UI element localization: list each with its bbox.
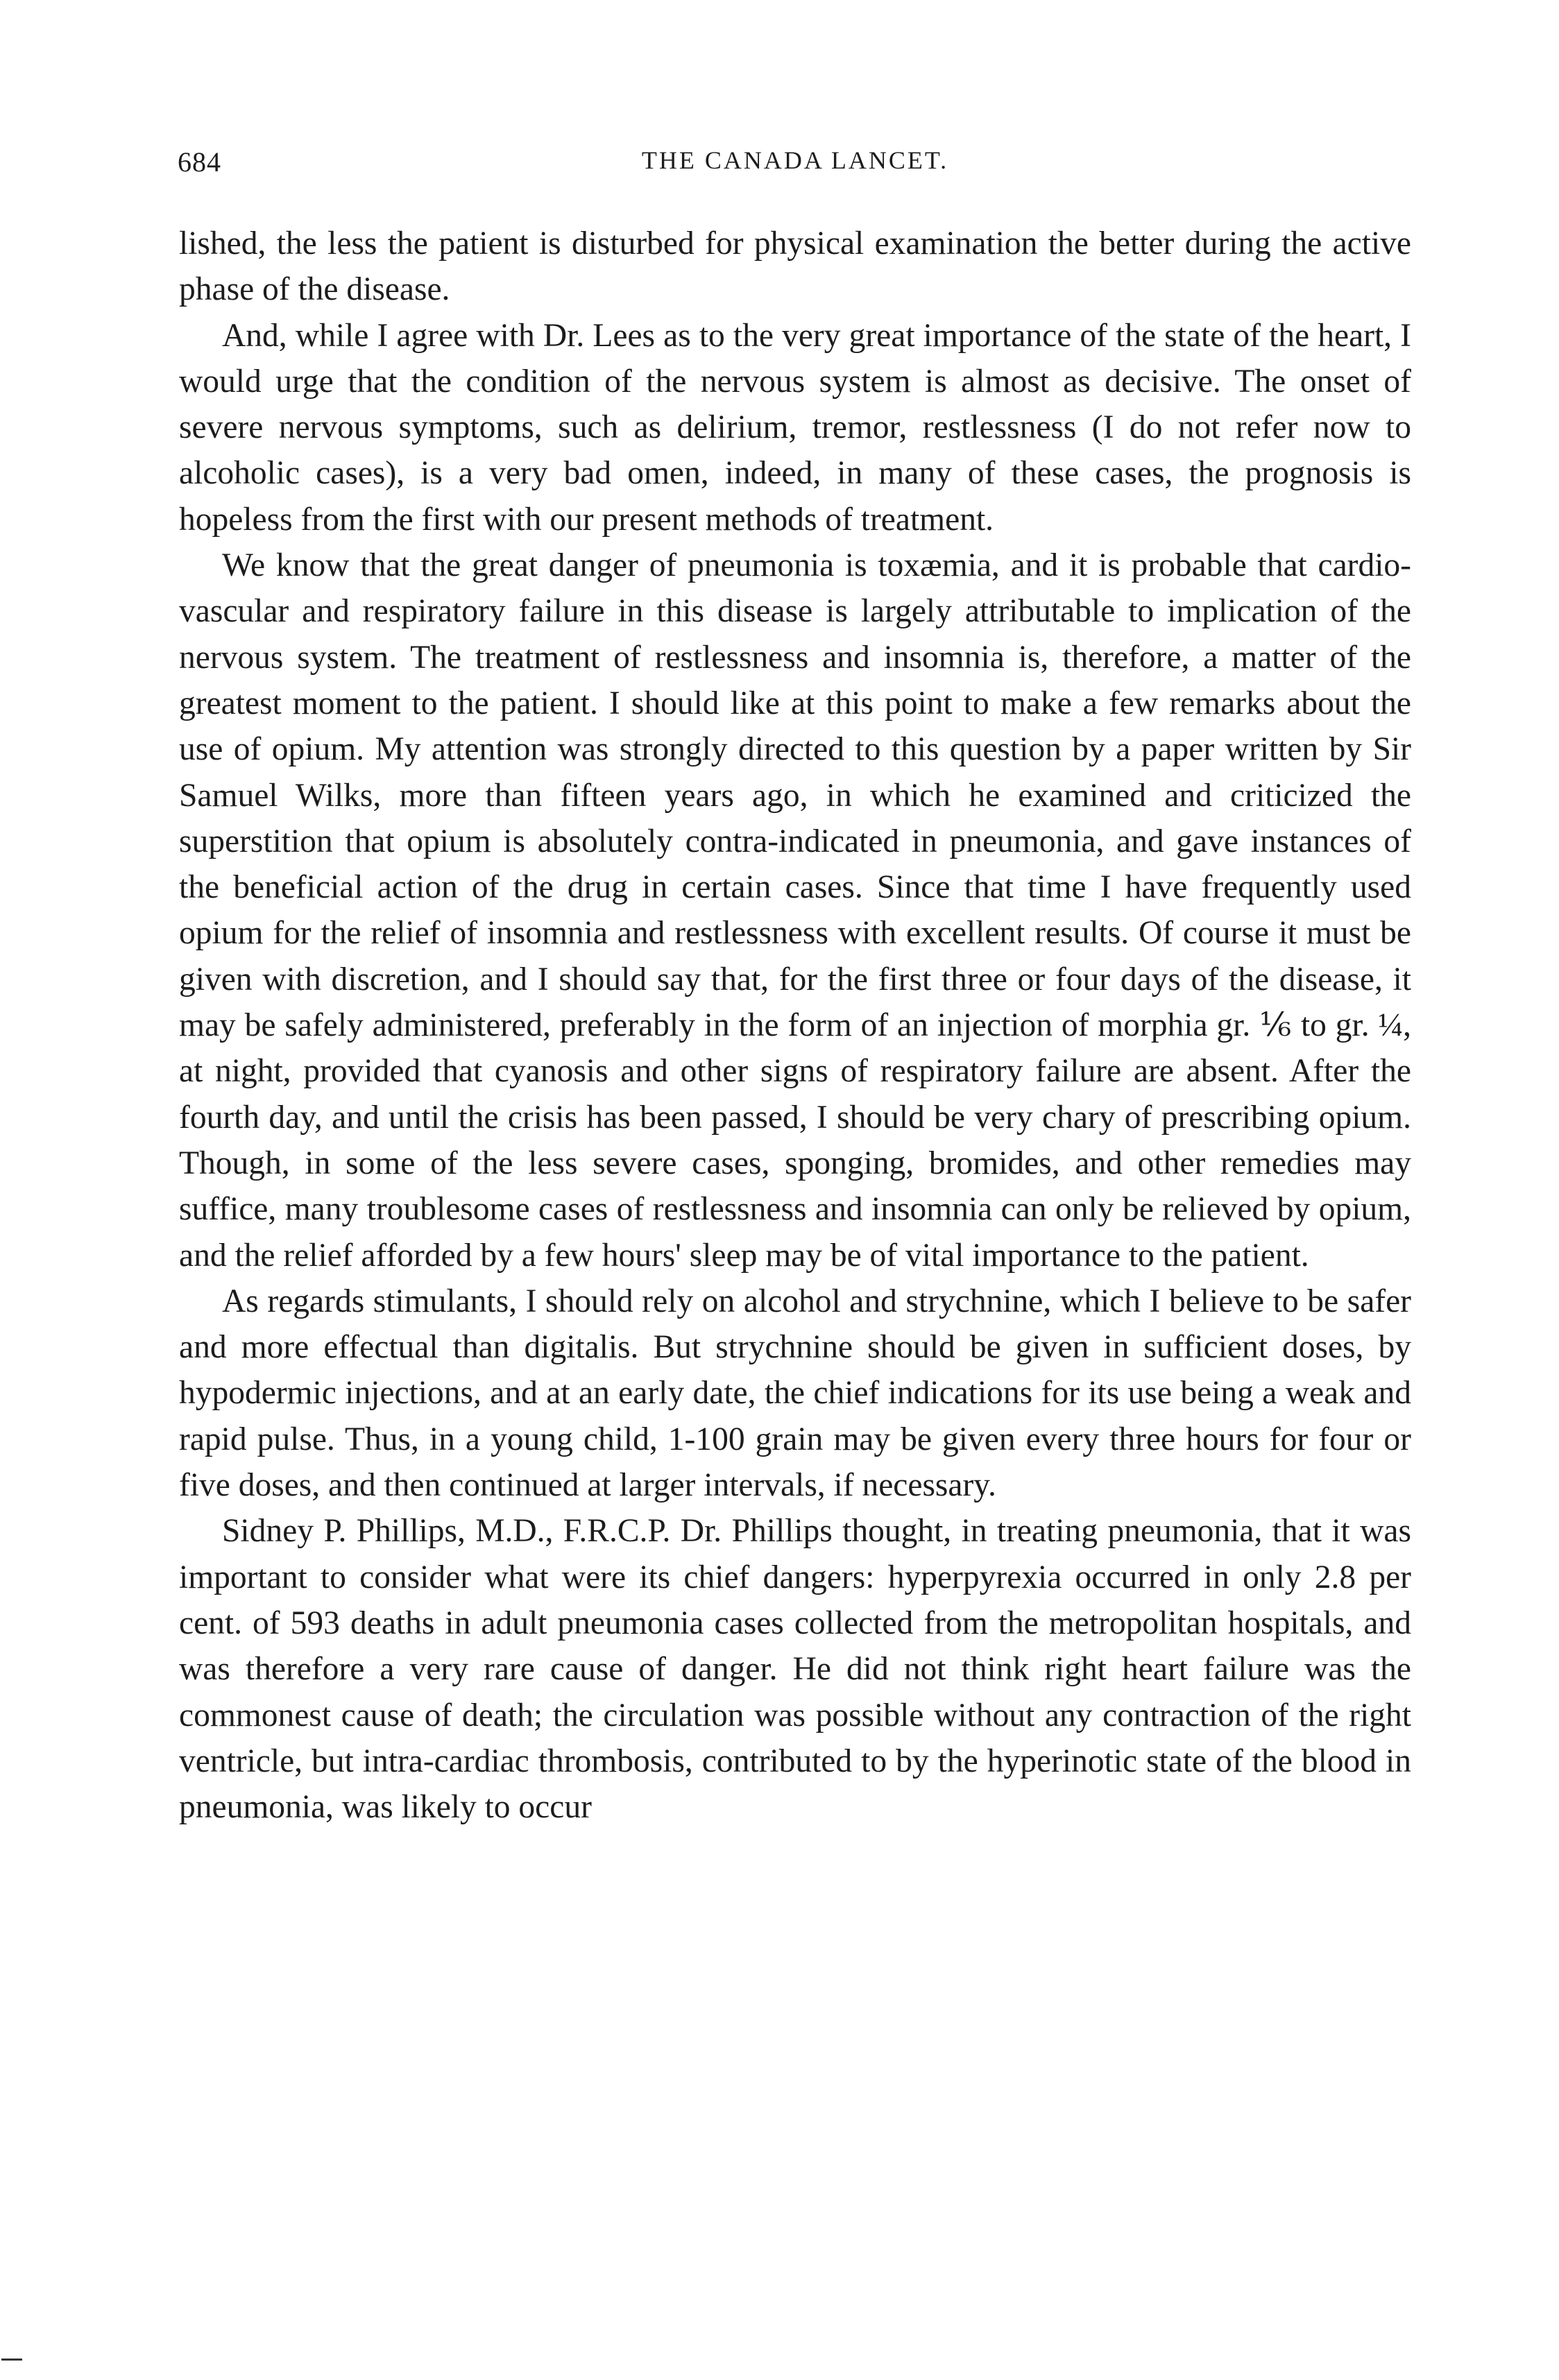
body-text [179, 221, 1411, 1830]
running-title: THE CANADA LANCET. [641, 146, 949, 174]
paragraph-1: lished, the less the patient is disturbed for physical examination the better during the active phase of the disease. [179, 225, 1411, 308]
paragraph-4: As regards stimulants, I should rely on alcohol and strychnine, which I believe to be safer and more effectual than digitalis. But strychnine should be given in sufficient doses, by hypodermic injections, and at an early date, the chief indications for its use being a weak and rapid pulse. Thus, in a young child, 1-100 grain may be given every three hours for four or five doses, and then continued at larger intervals, if necessary. [179, 1283, 1411, 1504]
page-number: 684 [178, 146, 221, 178]
paragraph-2: And, while I agree with Dr. Lees as to the very great importance of the state of the heart, I would urge that the condition of the nervous system is almost as decisive. The onset of severe nervous symptoms, such as delirium, tremor, restlessness (I do not refer now to alcoholic cases), is a very bad omen, indeed, in many of these cases, the prognosis is hopeless from the first with our present methods of treatment. [179, 317, 1411, 538]
paragraph-5: Sidney P. Phillips, M.D., F.R.C.P. Dr. Phillips thought, in treating pneumonia, that it was important to consider what were its chief dangers: hyperpyrexia occurred in only 2.8 per cent. of 593 deaths in adult pneumonia cases collected from the metropolitan hospitals, and was therefore a very rare cause of danger. He did not think right heart failure was the commonest cause of death; the circulation was possible without any contraction of the right ventricle, but intra-cardiac thrombosis, contributed to by the hyperinotic state of the blood in pneumonia, was likely to occur [179, 1513, 1411, 1826]
page-header [178, 146, 1413, 187]
paragraph-3: We know that the great danger of pneumonia is toxæmia, and it is probable that cardio-vascular and respiratory failure in this disease is largely attributable to implication of the nervous system. The treatment of restlessness and insomnia is, therefore, a matter of the greatest moment to the patient. I should like at this point to make a few remarks about the use of opium. My attention was strongly directed to this question by a paper written by Sir Samuel Wilks, more than fifteen years ago, in which he examined and criticized the superstition that opium is absolutely contra-indicated in pneumonia, and gave instances of the beneficial action of the drug in certain cases. Since that time I have frequently used opium for the relief of insomnia and restlessness with excellent results. Of course it must be given with discretion, and I should say that, for the first three or four days of the disease, it may be safely administered, preferably in the form of an injection of morphia gr. ⅙ to gr. ¼, at night, provided that cyanosis and other signs of respiratory failure are absent. After the fourth day, and until the crisis has been passed, I should be very chary of prescribing opium. Though, in some of the less severe cases, sponging, bromides, and other remedies may suffice, many troublesome cases of restlessness and insomnia can only be relieved by opium, and the relief afforded by a few hours' sleep may be of vital importance to the patient. [179, 547, 1411, 1274]
scan-edge-mark [1, 2358, 22, 2361]
